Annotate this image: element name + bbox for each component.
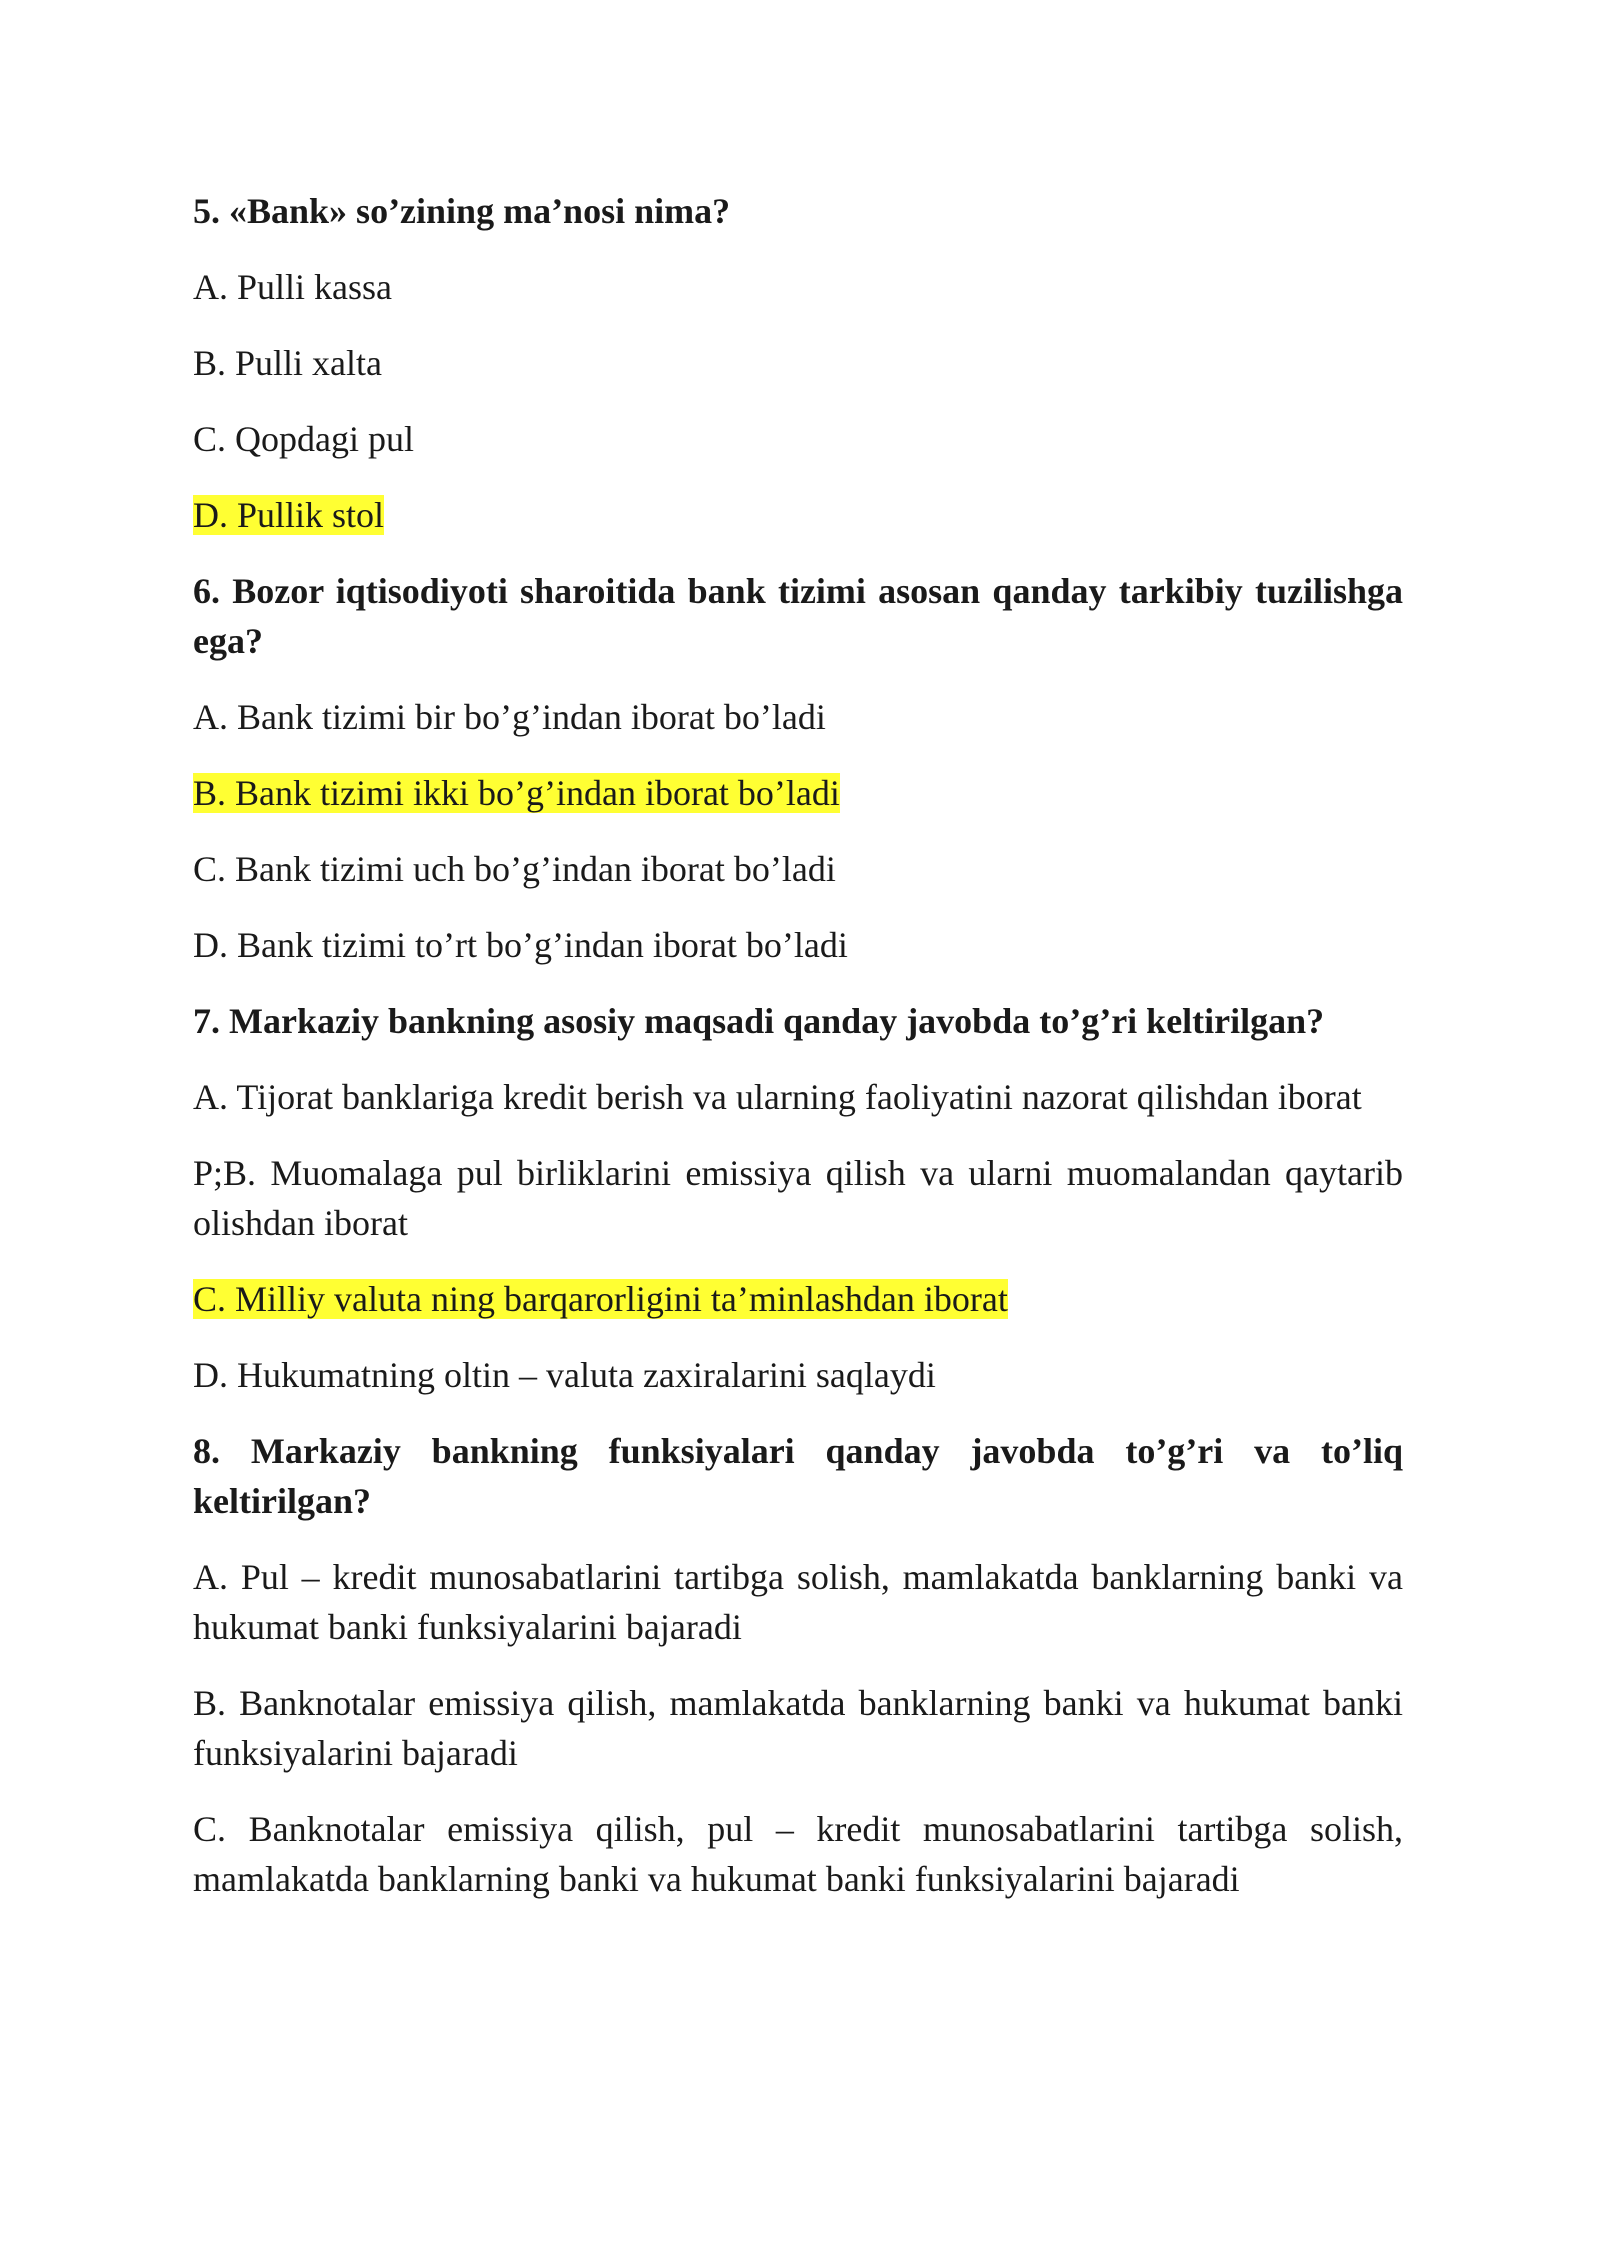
- highlighted-answer: B. Bank tizimi ikki bo’g’indan iborat bo’ladi: [193, 773, 840, 813]
- question-5-option-d: [193, 490, 1403, 540]
- option-text: B. Banknotalar emissiya qilish, mamlakatda banklarning banki va hukumat banki funksiyalarini bajaradi: [193, 1683, 1403, 1773]
- question-5-option-c: [193, 414, 1403, 464]
- highlighted-answer: D. Pullik stol: [193, 495, 385, 535]
- question-8-option-c: [193, 1804, 1403, 1904]
- option-text: D. Hukumatning oltin – valuta zaxiralarini saqlaydi: [193, 1355, 936, 1395]
- question-7-option-a: [193, 1072, 1403, 1122]
- question-8-option-a: [193, 1552, 1403, 1652]
- question-7-option-d: [193, 1350, 1403, 1400]
- option-text: A. Pul – kredit munosabatlarini tartibga solish, mamlakatda banklarning banki va hukumat banki funksiyalarini bajaradi: [193, 1557, 1403, 1647]
- option-text: A. Bank tizimi bir bo’g’indan iborat bo’ladi: [193, 697, 826, 737]
- option-text: C. Qopdagi pul: [193, 419, 414, 459]
- question-6-option-c: [193, 844, 1403, 894]
- question-6-option-a: [193, 692, 1403, 742]
- option-text: C. Banknotalar emissiya qilish, pul – kredit munosabatlarini tartibga solish, mamlakatda banklarning banki va hukumat banki funksiyalarini bajaradi: [193, 1809, 1403, 1899]
- question-5: 5. «Bank» so’zining ma’nosi nima?: [193, 191, 731, 231]
- question-5-option-a: [193, 262, 1403, 312]
- question-7: 7. Markaziy bankning asosiy maqsadi qanday javobda to’g’ri keltirilgan?: [193, 1001, 1325, 1041]
- question-8: 8. Markaziy bankning funksiyalari qanday javobda to’g’ri va to’liq keltirilgan?: [193, 1431, 1403, 1521]
- option-text: P;B. Muomalaga pul birliklarini emissiya qilish va ularni muomalandan qaytarib olishdan iborat: [193, 1153, 1403, 1243]
- option-text: A. Pulli kassa: [193, 267, 393, 307]
- quiz-content: [193, 186, 1403, 1930]
- option-text: A. Tijorat banklariga kredit berish va ularning faoliyatini nazorat qilishdan iborat: [193, 1077, 1362, 1117]
- question-6-option-b: [193, 768, 1403, 818]
- question-7-option-c: [193, 1274, 1403, 1324]
- question-6: 6. Bozor iqtisodiyoti sharoitida bank tizimi asosan qanday tarkibiy tuzilishga ega?: [193, 571, 1403, 661]
- option-text: B. Pulli xalta: [193, 343, 382, 383]
- question-6-option-d: [193, 920, 1403, 970]
- question-7-option-b: [193, 1148, 1403, 1248]
- highlighted-answer: C. Milliy valuta ning barqarorligini ta’minlashdan iborat: [193, 1279, 1008, 1319]
- option-text: C. Bank tizimi uch bo’g’indan iborat bo’ladi: [193, 849, 836, 889]
- question-5-option-b: [193, 338, 1403, 388]
- question-8-option-b: [193, 1678, 1403, 1778]
- option-text: D. Bank tizimi to’rt bo’g’indan iborat bo’ladi: [193, 925, 848, 965]
